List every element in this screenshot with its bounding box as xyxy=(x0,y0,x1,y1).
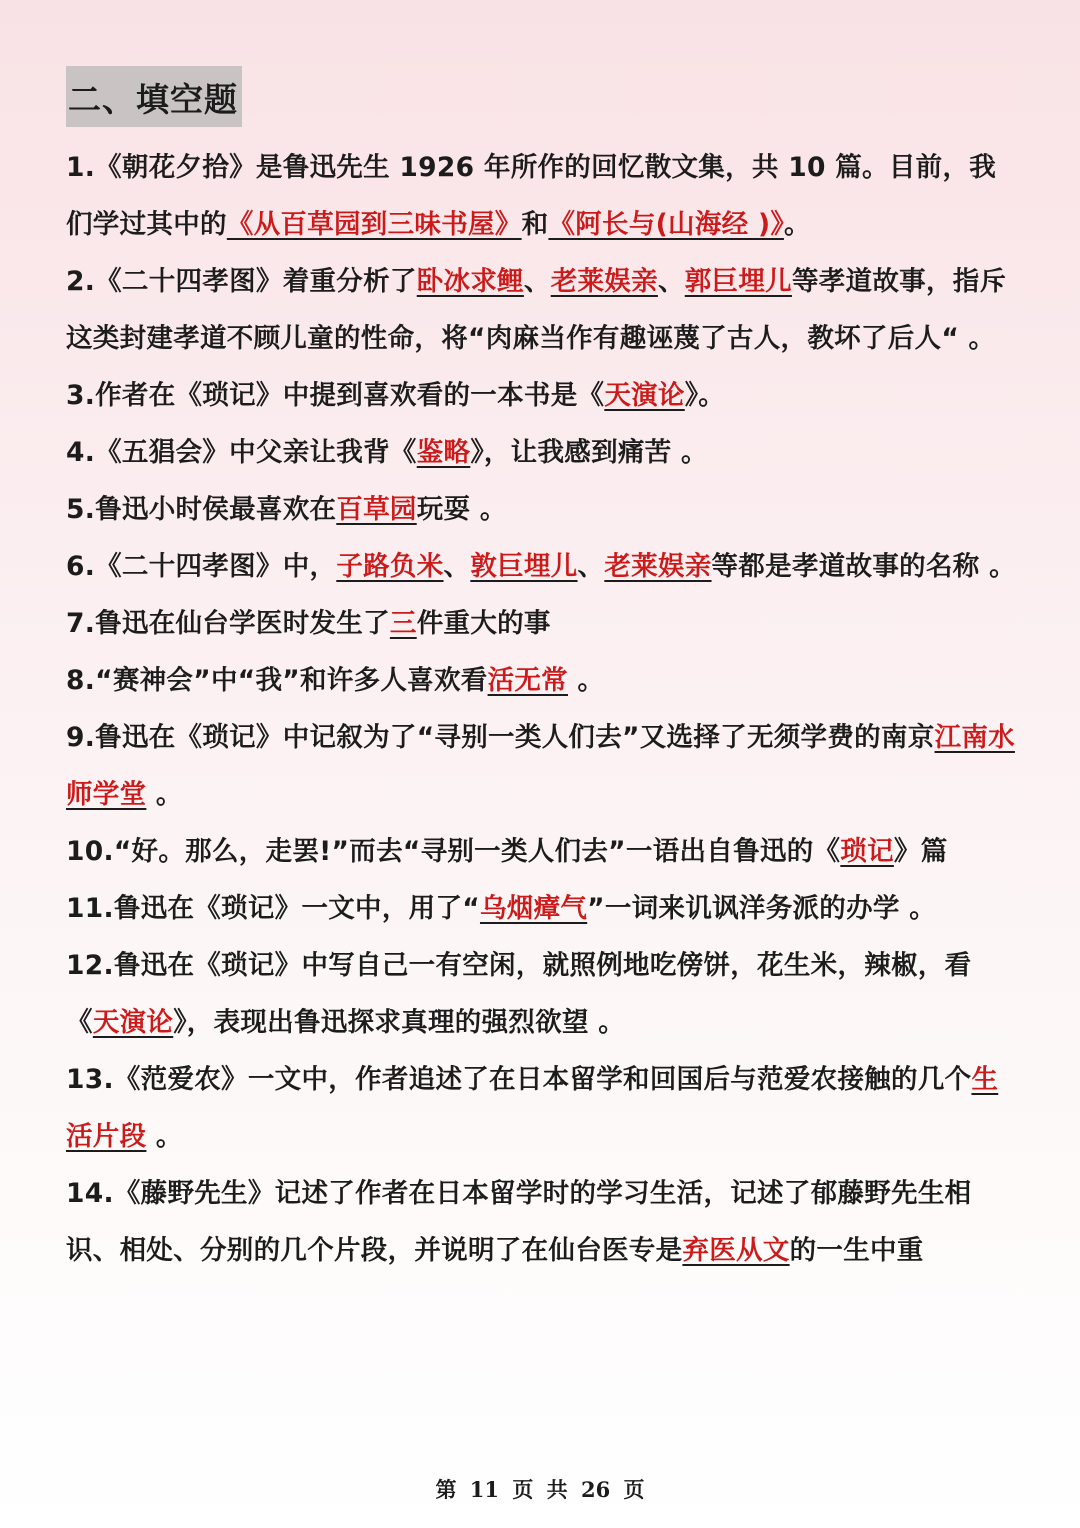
answer-text: 江南水师学堂 xyxy=(66,722,1015,810)
answer-text: 百草园 xyxy=(336,494,417,525)
answer-text: 天演论 xyxy=(92,1007,174,1038)
question-text: 》篇 xyxy=(893,836,948,867)
question-text: 10.“好。那么，走罢!”而去“寻别一类人们去”一语出自鲁迅的《 xyxy=(66,836,841,867)
question-text: 》，让我感到痛苦 。 xyxy=(470,437,708,468)
question-text: 8.“赛神会”中“我”和许多人喜欢看 xyxy=(66,665,488,696)
section-title: 二、填空题 xyxy=(66,66,242,127)
answer-text: 天演论 xyxy=(604,380,685,411)
answer-text: 三 xyxy=(389,608,417,639)
question-text: 件重大的事 xyxy=(416,608,551,639)
question-text: 。 xyxy=(567,665,605,696)
question-text: 。 xyxy=(146,779,183,810)
answer-text: 乌烟瘴气 xyxy=(479,893,588,924)
question-text: 14.《藤野先生》记述了作者在日本留学时的学习生活，记述了郁藤野先生相识、相处、分别的几个片段，并说明了在仙台医专是 xyxy=(66,1178,972,1266)
question-list xyxy=(66,139,1016,1279)
question-text: 1.《朝花夕拾》是鲁迅先生 1926 年所作的回忆散文集，共 10 篇。目前，我们学过其中的 xyxy=(66,152,997,240)
answer-text: 《阿长与(山海经 )》 xyxy=(548,209,784,240)
answer-text: 《从百草园到三味书屋》 xyxy=(226,209,522,240)
question-item xyxy=(66,937,1016,1051)
question-text: 。 xyxy=(783,209,811,240)
question-text: 3.作者在《琐记》中提到喜欢看的一本书是《 xyxy=(66,380,605,411)
question-item xyxy=(66,652,1016,709)
question-item xyxy=(66,367,1016,424)
answer-text: 鉴略 xyxy=(416,437,471,468)
question-text: 等孝道故事，指斥这类封建孝道不顾儿童的性命，将“肉麻当作有趣诬蔑了古人，教坏了后人“ 。 xyxy=(66,266,1007,354)
question-text: 、 xyxy=(657,266,685,297)
question-item xyxy=(66,880,1016,937)
question-item xyxy=(66,538,1016,595)
question-text: 的一生中重 xyxy=(789,1235,924,1266)
question-item xyxy=(66,1165,1016,1279)
question-text: 、 xyxy=(443,551,471,582)
answer-text: 敦巨埋儿 xyxy=(470,551,578,582)
page-number-footer: 第 11 页 共 26 页 xyxy=(435,1477,645,1502)
question-text: 。 xyxy=(146,1121,183,1152)
question-text: 9.鲁迅在《琐记》中记叙为了“寻别一类人们去”又选择了无须学费的南京 xyxy=(66,722,935,753)
question-text: 4.《五猖会》中父亲让我背《 xyxy=(66,437,417,468)
question-item xyxy=(66,424,1016,481)
question-text: 玩耍 。 xyxy=(416,494,507,525)
question-text: 》，表现出鲁迅探求真理的强烈欲望 。 xyxy=(173,1007,626,1038)
answer-text: 琐记 xyxy=(840,836,894,867)
question-text: 12.鲁迅在《琐记》中写自己一有空闲，就照例地吃傍饼，花生米，辣椒，看《 xyxy=(66,950,972,1038)
answer-text: 老莱娱亲 xyxy=(604,551,712,582)
question-item xyxy=(66,481,1016,538)
question-item xyxy=(66,595,1016,652)
answer-text: 生活片段 xyxy=(66,1064,999,1152)
answer-text: 老莱娱亲 xyxy=(550,266,658,297)
question-text: 》。 xyxy=(684,380,726,411)
answer-text: 弃医从文 xyxy=(682,1235,790,1266)
question-text: 13.《范爱农》一文中，作者追述了在日本留学和回国后与范爱农接触的几个 xyxy=(66,1064,972,1095)
question-item xyxy=(66,823,1016,880)
question-item xyxy=(66,709,1016,823)
question-text: 5.鲁迅小时侯最喜欢在 xyxy=(66,494,337,525)
question-text: 、 xyxy=(523,266,551,297)
question-text: 11.鲁迅在《琐记》一文中，用了“ xyxy=(66,893,480,924)
question-text: 6.《二十四孝图》中， xyxy=(66,551,337,582)
question-text: 7.鲁迅在仙台学医时发生了 xyxy=(66,608,390,639)
question-text: 2.《二十四孝图》着重分析了 xyxy=(66,266,417,297)
question-text: ”一词来讥讽洋务派的办学 。 xyxy=(587,893,937,924)
answer-text: 子路负米 xyxy=(336,551,444,582)
answer-text: 活无常 xyxy=(487,665,568,696)
question-text: 、 xyxy=(577,551,605,582)
question-item xyxy=(66,139,1016,253)
question-text: 等都是孝道故事的名称 。 xyxy=(711,551,1016,582)
question-text: 和 xyxy=(521,209,549,240)
answer-text: 卧冰求鲤 xyxy=(416,266,524,297)
document-page xyxy=(66,66,1016,1279)
question-item xyxy=(66,253,1016,367)
question-item xyxy=(66,1051,1016,1165)
answer-text: 郭巨埋儿 xyxy=(684,266,792,297)
